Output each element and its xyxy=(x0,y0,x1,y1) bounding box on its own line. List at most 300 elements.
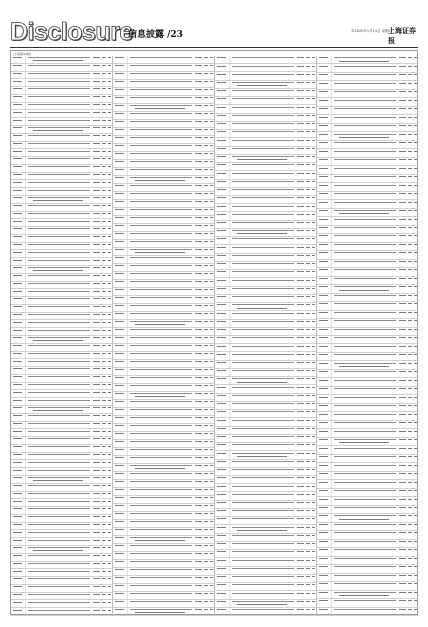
row-value xyxy=(312,321,315,322)
row-value xyxy=(312,378,315,379)
row-value xyxy=(195,345,202,346)
row-value xyxy=(102,353,106,354)
row-value xyxy=(408,456,412,457)
row-value xyxy=(93,563,100,564)
table-row xyxy=(317,234,419,242)
row-value xyxy=(399,388,406,389)
row-text-line xyxy=(237,233,287,234)
row-value xyxy=(306,469,310,470)
row-value xyxy=(195,129,202,130)
table-row xyxy=(317,497,419,505)
table-row xyxy=(113,280,214,288)
row-value xyxy=(108,524,111,525)
row-value xyxy=(210,233,213,234)
row-value xyxy=(210,65,213,66)
row-value xyxy=(93,470,100,471)
table-row xyxy=(113,296,214,304)
row-value xyxy=(312,313,315,314)
row-value xyxy=(108,446,111,447)
table-row xyxy=(215,212,316,220)
row-value xyxy=(306,329,310,330)
row-value xyxy=(102,314,106,315)
row-value xyxy=(408,202,412,203)
row-value xyxy=(204,289,208,290)
row-value xyxy=(108,228,111,229)
row-value xyxy=(414,176,417,177)
table-row xyxy=(317,344,419,352)
row-value xyxy=(93,112,100,113)
table-row xyxy=(11,72,112,80)
row-value xyxy=(108,501,111,502)
row-value xyxy=(414,235,417,236)
row-value xyxy=(108,477,111,478)
table-row xyxy=(11,250,112,258)
row-value xyxy=(210,57,213,58)
row-value xyxy=(306,115,310,116)
table-row xyxy=(113,552,214,560)
row-value xyxy=(195,273,202,274)
row-value xyxy=(195,377,202,378)
table-row xyxy=(215,468,316,476)
row-value xyxy=(312,148,315,149)
table-row xyxy=(317,302,419,310)
row-value xyxy=(414,125,417,126)
table-row xyxy=(317,361,419,369)
table-column-2 xyxy=(113,56,215,616)
row-value xyxy=(102,182,106,183)
row-value xyxy=(195,161,202,162)
row-value xyxy=(102,88,106,89)
row-value xyxy=(195,89,202,90)
row-value xyxy=(210,209,213,210)
row-value xyxy=(108,368,111,369)
row-value xyxy=(204,561,208,562)
table-row xyxy=(215,575,316,583)
row-value xyxy=(408,159,412,160)
row-value xyxy=(399,431,406,432)
row-value xyxy=(195,201,202,202)
row-value xyxy=(306,222,310,223)
row-value xyxy=(312,131,315,132)
row-value xyxy=(414,151,417,152)
table-row xyxy=(11,87,112,95)
issue-date: ©2020年1月11日 星期六 xyxy=(351,29,393,33)
row-value xyxy=(408,329,412,330)
row-value xyxy=(408,91,412,92)
row-value xyxy=(204,121,208,122)
row-value xyxy=(414,303,417,304)
table-row xyxy=(11,180,112,188)
row-value xyxy=(195,65,202,66)
table-row xyxy=(11,126,112,134)
table-row xyxy=(215,147,316,155)
row-value xyxy=(408,269,412,270)
row-value xyxy=(195,265,202,266)
table-row xyxy=(113,264,214,272)
row-value xyxy=(306,131,310,132)
disclosure-logo: Disclosure xyxy=(10,18,133,46)
row-value xyxy=(195,361,202,362)
row-value xyxy=(204,313,208,314)
row-value xyxy=(399,397,406,398)
table-row xyxy=(113,560,214,568)
row-text-line xyxy=(339,595,389,596)
row-value xyxy=(408,57,412,58)
row-value xyxy=(297,115,304,116)
table-row xyxy=(215,328,316,336)
row-value xyxy=(93,555,100,556)
row-value xyxy=(297,444,304,445)
row-value xyxy=(399,541,406,542)
table-row xyxy=(317,158,419,166)
row-value xyxy=(306,354,310,355)
table-row xyxy=(113,456,214,464)
table-row xyxy=(215,72,316,80)
row-value xyxy=(297,411,304,412)
table-row xyxy=(317,217,419,225)
row-value xyxy=(312,395,315,396)
table-row xyxy=(11,258,112,266)
row-value xyxy=(306,66,310,67)
row-value xyxy=(399,312,406,313)
row-value xyxy=(297,461,304,462)
row-value xyxy=(195,121,202,122)
table-row xyxy=(11,282,112,290)
row-value xyxy=(297,354,304,355)
row-value xyxy=(414,134,417,135)
table-row xyxy=(215,600,316,608)
table-row xyxy=(215,270,316,278)
row-value xyxy=(195,489,202,490)
table-row xyxy=(113,176,214,184)
row-value xyxy=(399,278,406,279)
row-value xyxy=(204,89,208,90)
row-value xyxy=(312,222,315,223)
row-value xyxy=(108,470,111,471)
table-row xyxy=(11,297,112,305)
row-value xyxy=(297,329,304,330)
row-value xyxy=(399,363,406,364)
row-value xyxy=(297,247,304,248)
row-value xyxy=(108,143,111,144)
row-value xyxy=(93,462,100,463)
row-value xyxy=(312,560,315,561)
row-value xyxy=(306,206,310,207)
row-value xyxy=(108,88,111,89)
row-value xyxy=(102,470,106,471)
table-row xyxy=(11,437,112,445)
row-value xyxy=(306,593,310,594)
row-value xyxy=(408,235,412,236)
row-value xyxy=(306,148,310,149)
row-value xyxy=(312,230,315,231)
row-value xyxy=(306,535,310,536)
row-value xyxy=(195,409,202,410)
row-value xyxy=(204,545,208,546)
row-value xyxy=(408,83,412,84)
row-value xyxy=(414,202,417,203)
row-value xyxy=(414,269,417,270)
row-value xyxy=(312,584,315,585)
table-row xyxy=(215,56,316,64)
row-value xyxy=(195,433,202,434)
row-value xyxy=(399,405,406,406)
row-value xyxy=(108,602,111,603)
table-row xyxy=(11,569,112,577)
row-value xyxy=(108,314,111,315)
row-value xyxy=(195,521,202,522)
table-row xyxy=(113,208,214,216)
row-value xyxy=(306,436,310,437)
table-row xyxy=(215,221,316,229)
row-value xyxy=(312,420,315,421)
row-value xyxy=(297,107,304,108)
row-value xyxy=(204,473,208,474)
row-value xyxy=(312,66,315,67)
row-value xyxy=(312,362,315,363)
table-row xyxy=(11,274,112,282)
row-value xyxy=(204,169,208,170)
row-value xyxy=(93,400,100,401)
row-value xyxy=(108,244,111,245)
row-value xyxy=(399,490,406,491)
table-row xyxy=(215,311,316,319)
row-value xyxy=(297,206,304,207)
row-value xyxy=(306,107,310,108)
row-value xyxy=(195,249,202,250)
table-row xyxy=(215,196,316,204)
row-value xyxy=(306,271,310,272)
row-value xyxy=(108,361,111,362)
row-value xyxy=(306,444,310,445)
row-value xyxy=(108,65,111,66)
row-value xyxy=(399,269,406,270)
row-value xyxy=(408,490,412,491)
row-value xyxy=(108,81,111,82)
row-value xyxy=(414,168,417,169)
row-value xyxy=(93,532,100,533)
row-value xyxy=(210,265,213,266)
row-value xyxy=(306,74,310,75)
row-value xyxy=(204,209,208,210)
row-value xyxy=(312,543,315,544)
row-value xyxy=(102,158,106,159)
row-value xyxy=(204,417,208,418)
row-value xyxy=(399,227,406,228)
row-value xyxy=(195,601,202,602)
table-row xyxy=(11,79,112,87)
row-value xyxy=(93,252,100,253)
row-value xyxy=(399,414,406,415)
row-value xyxy=(108,610,111,611)
table-row xyxy=(113,568,214,576)
row-value xyxy=(399,439,406,440)
table-row xyxy=(113,232,214,240)
table-row xyxy=(113,536,214,544)
row-value xyxy=(414,524,417,525)
row-value xyxy=(414,363,417,364)
row-value xyxy=(312,255,315,256)
row-value xyxy=(195,561,202,562)
row-value xyxy=(195,385,202,386)
table-row xyxy=(215,583,316,591)
row-value xyxy=(108,431,111,432)
table-row xyxy=(11,375,112,383)
row-text-line xyxy=(33,270,83,271)
row-value xyxy=(195,593,202,594)
row-value xyxy=(414,558,417,559)
row-value xyxy=(102,501,106,502)
row-text-line xyxy=(339,519,389,520)
row-value xyxy=(399,465,406,466)
row-value xyxy=(312,436,315,437)
row-value xyxy=(306,510,310,511)
table-row xyxy=(11,398,112,406)
row-value xyxy=(210,169,213,170)
row-value xyxy=(195,497,202,498)
row-value xyxy=(312,346,315,347)
table-row xyxy=(215,558,316,566)
row-value xyxy=(297,238,304,239)
row-value xyxy=(414,100,417,101)
row-value xyxy=(399,346,406,347)
row-value xyxy=(399,592,406,593)
row-text-line xyxy=(339,61,389,62)
row-value xyxy=(204,433,208,434)
row-value xyxy=(306,230,310,231)
row-value xyxy=(408,448,412,449)
row-value xyxy=(195,97,202,98)
table-row xyxy=(113,224,214,232)
row-value xyxy=(108,454,111,455)
row-value xyxy=(399,371,406,372)
row-value xyxy=(306,90,310,91)
row-value xyxy=(93,298,100,299)
row-value xyxy=(102,532,106,533)
row-value xyxy=(204,569,208,570)
table-row xyxy=(317,328,419,336)
table-row xyxy=(215,89,316,97)
row-value xyxy=(399,566,406,567)
row-value xyxy=(204,153,208,154)
row-value xyxy=(204,593,208,594)
row-value xyxy=(210,337,213,338)
row-value xyxy=(297,98,304,99)
row-value xyxy=(204,177,208,178)
row-value xyxy=(297,576,304,577)
row-value xyxy=(297,387,304,388)
table-row xyxy=(11,585,112,593)
table-row xyxy=(215,130,316,138)
row-value xyxy=(93,57,100,58)
row-value xyxy=(399,261,406,262)
row-value xyxy=(306,560,310,561)
row-value xyxy=(195,113,202,114)
row-value xyxy=(306,551,310,552)
row-value xyxy=(195,225,202,226)
row-value xyxy=(210,497,213,498)
row-value xyxy=(93,384,100,385)
row-value xyxy=(408,193,412,194)
row-value xyxy=(93,578,100,579)
table-row xyxy=(215,114,316,122)
row-value xyxy=(93,392,100,393)
row-value xyxy=(414,74,417,75)
row-value xyxy=(204,265,208,266)
table-row xyxy=(113,104,214,112)
table-row xyxy=(317,412,419,420)
table-row xyxy=(215,427,316,435)
row-text-line xyxy=(135,396,185,397)
table-row xyxy=(215,229,316,237)
row-value xyxy=(102,547,106,548)
row-value xyxy=(408,499,412,500)
row-value xyxy=(204,137,208,138)
row-value xyxy=(210,481,213,482)
row-value xyxy=(102,236,106,237)
row-value xyxy=(210,241,213,242)
table-row xyxy=(113,136,214,144)
table-row xyxy=(113,272,214,280)
row-value xyxy=(306,420,310,421)
row-value xyxy=(297,140,304,141)
row-value xyxy=(408,592,412,593)
row-value xyxy=(93,446,100,447)
table-row xyxy=(317,489,419,497)
table-row xyxy=(215,451,316,459)
row-value xyxy=(195,337,202,338)
table-row xyxy=(215,501,316,509)
table-row xyxy=(317,404,419,412)
row-value xyxy=(204,513,208,514)
row-value xyxy=(399,252,406,253)
row-value xyxy=(399,295,406,296)
table-row xyxy=(317,175,419,183)
row-value xyxy=(408,185,412,186)
row-value xyxy=(210,409,213,410)
table-row xyxy=(11,56,112,64)
row-value xyxy=(210,161,213,162)
row-value xyxy=(297,164,304,165)
row-value xyxy=(399,74,406,75)
row-value xyxy=(108,73,111,74)
row-value xyxy=(399,549,406,550)
row-value xyxy=(297,378,304,379)
table-row xyxy=(215,138,316,146)
table-row xyxy=(317,200,419,208)
row-value xyxy=(306,395,310,396)
row-value xyxy=(195,289,202,290)
row-value xyxy=(195,569,202,570)
row-value xyxy=(414,592,417,593)
row-value xyxy=(195,529,202,530)
table-row xyxy=(11,212,112,220)
row-value xyxy=(210,217,213,218)
row-value xyxy=(306,518,310,519)
row-value xyxy=(414,388,417,389)
row-value xyxy=(102,322,106,323)
row-value xyxy=(399,159,406,160)
row-value xyxy=(414,473,417,474)
row-value xyxy=(108,532,111,533)
row-value xyxy=(204,273,208,274)
row-value xyxy=(210,561,213,562)
row-value xyxy=(93,221,100,222)
row-value xyxy=(408,397,412,398)
row-value xyxy=(102,462,106,463)
table-row xyxy=(215,64,316,72)
row-value xyxy=(297,403,304,404)
